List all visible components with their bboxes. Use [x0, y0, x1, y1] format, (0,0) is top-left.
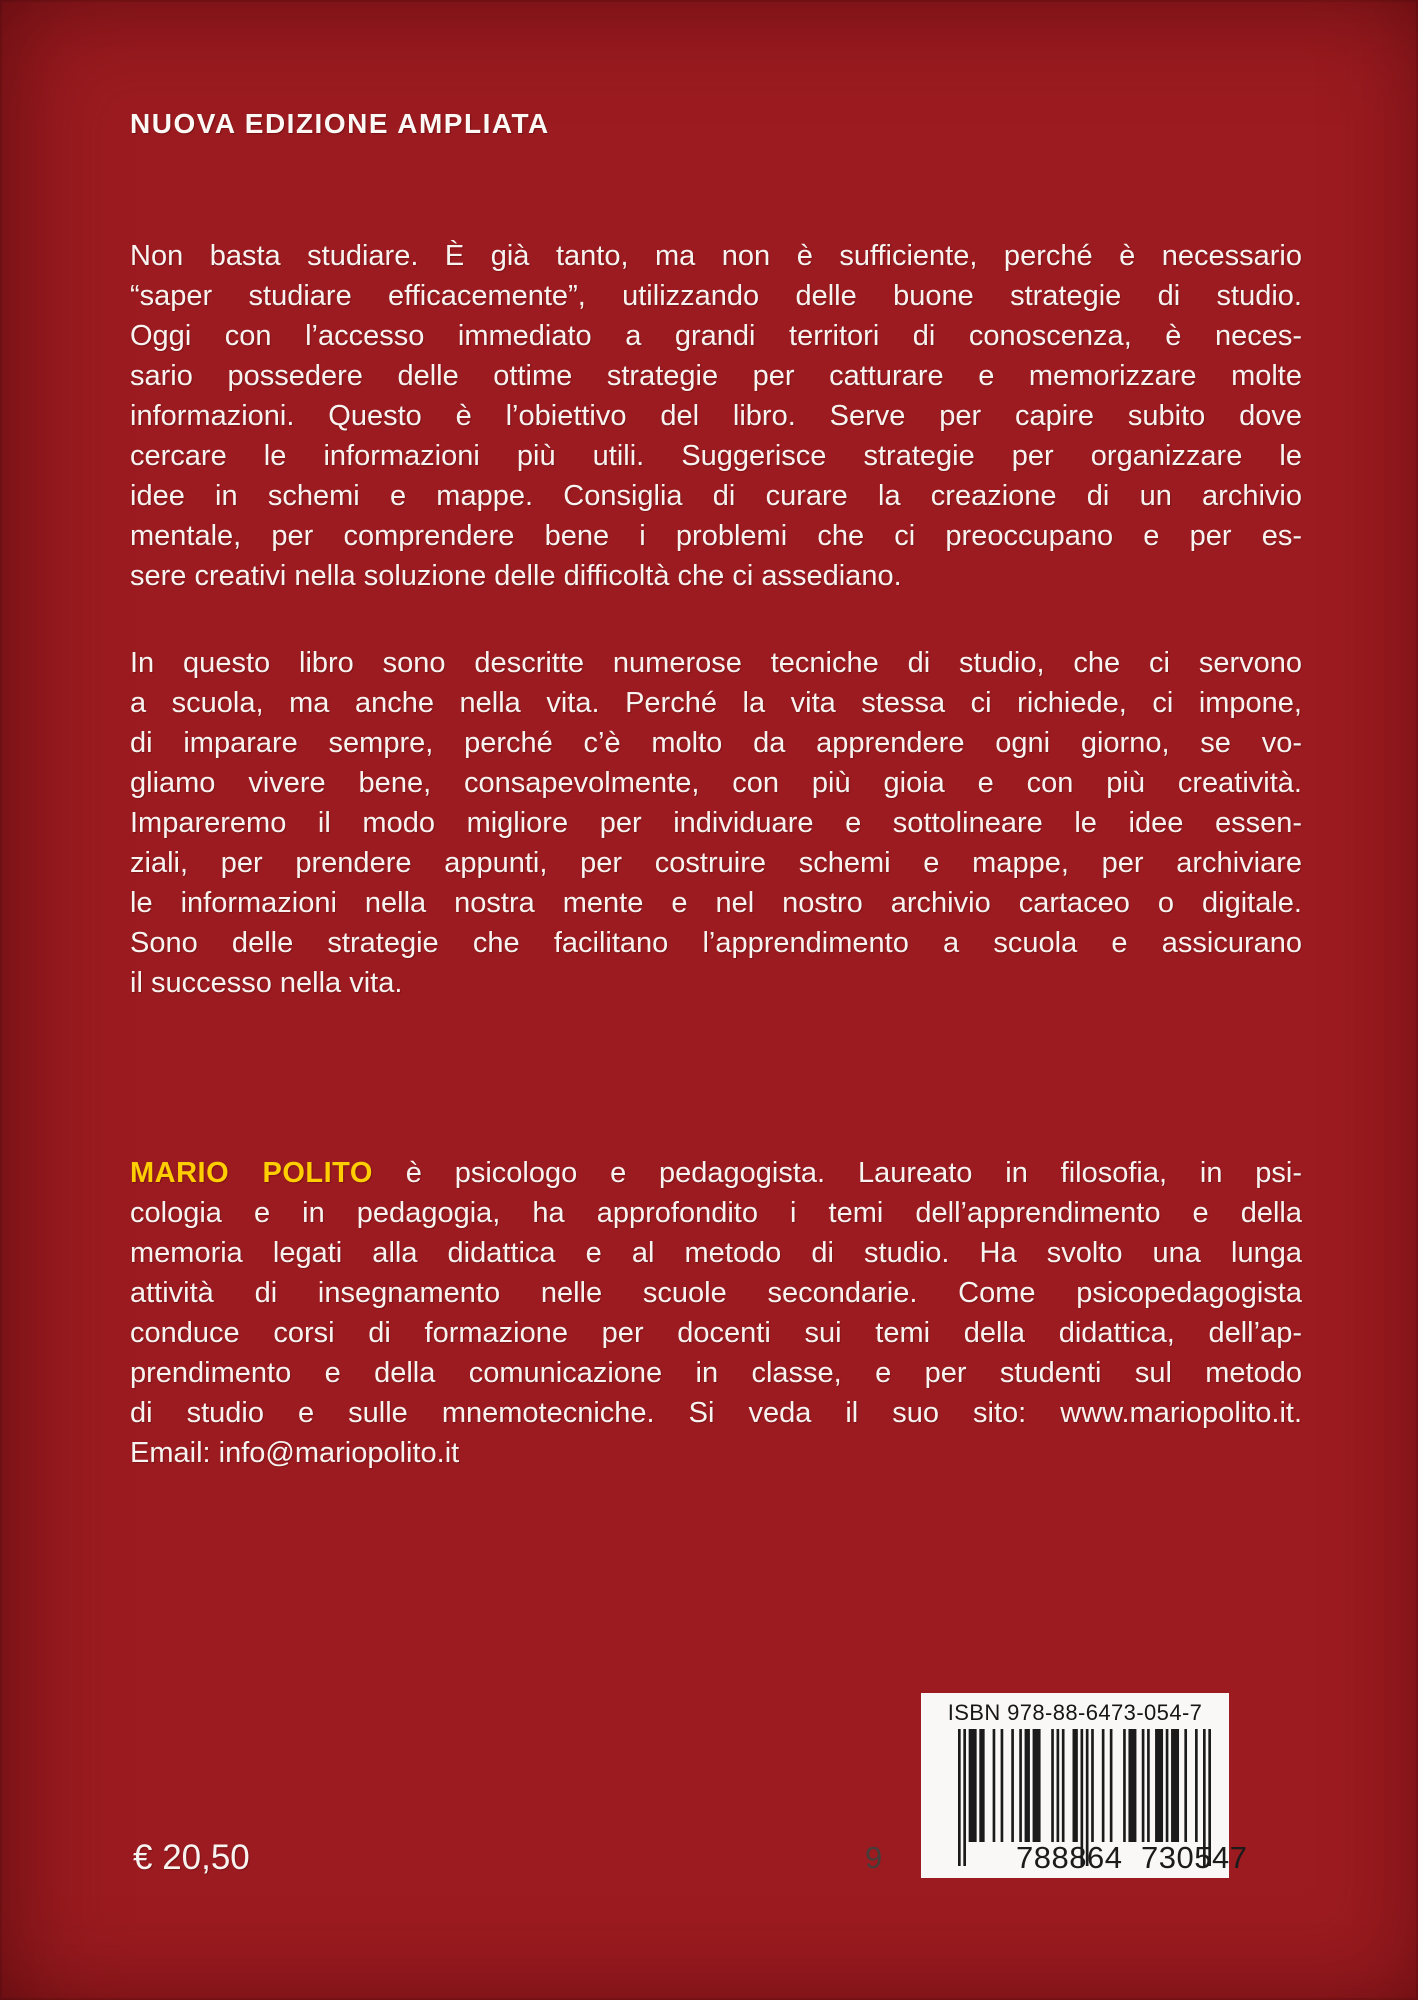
text-line: idee in schemi e mappe. Consiglia di curare la creazione di un archivio: [130, 480, 1302, 512]
text-line: conduce corsi di formazione per docenti sui temi della didattica, dell’ap-: [130, 1317, 1302, 1349]
edition-label: NUOVA EDIZIONE AMPLIATA: [130, 108, 550, 139]
text-line: “saper studiare efficacemente”, utilizzando delle buone strategie di studio.: [130, 280, 1302, 312]
text-line: sario possedere delle ottime strategie per catturare e memorizzare molte: [130, 360, 1302, 392]
text-line: sere creativi nella soluzione delle difficoltà che ci assediano.: [130, 560, 902, 592]
text-line: attività di insegnamento nelle scuole secondarie. Come psicopedagogista: [130, 1277, 1302, 1309]
isbn-label: ISBN 978-88-6473-054-7: [947, 1700, 1203, 1725]
author-bio-first-line: [130, 1153, 1302, 1193]
text-line: di studio e sulle mnemotecniche. Si veda il suo sito: www.mariopolito.it.: [130, 1397, 1302, 1429]
text-line: prendimento e della comunicazione in classe, e per studenti sul metodo: [130, 1357, 1302, 1389]
price-label: € 20,50: [133, 1838, 250, 1877]
text-line: gliamo vivere bene, consapevolmente, con più gioia e con più creatività.: [130, 767, 1302, 799]
text-line: memoria legati alla didattica e al metodo di studio. Ha svolto una lunga: [130, 1237, 1302, 1269]
barcode-digit-leading: 9: [865, 1840, 883, 1875]
text-line: In questo libro sono descritte numerose tecniche di studio, che ci servono: [130, 647, 1302, 679]
text-line: Email: info@mariopolito.it: [130, 1437, 460, 1469]
text-line: cercare le informazioni più utili. Suggerisce strategie per organizzare le: [130, 440, 1302, 472]
isbn-panel: [865, 1693, 1248, 1878]
barcode-digits-group1: 788864: [1016, 1840, 1123, 1875]
author-bio-lines: [130, 1193, 1302, 1473]
text-line: ziali, per prendere appunti, per costruire schemi e mappe, per archiviare: [130, 847, 1302, 879]
text-line: Non basta studiare. È già tanto, ma non è sufficiente, perché è necessario: [130, 240, 1302, 272]
text-line: Oggi con l’accesso immediato a grandi territori di conoscenza, è neces-: [130, 320, 1302, 352]
description-paragraph-1: [130, 236, 1302, 596]
author-bio: [130, 1153, 1302, 1473]
author-name: MARIO POLITO: [130, 1157, 373, 1189]
text-line: il successo nella vita.: [130, 967, 403, 999]
text-line: mentale, per comprendere bene i problemi che ci preoccupano e per es-: [130, 520, 1302, 552]
text-line: informazioni. Questo è l’obiettivo del libro. Serve per capire subito dove: [130, 400, 1302, 432]
text-line: di imparare sempre, perché c’è molto da apprendere ogni giorno, se vo-: [130, 727, 1302, 759]
text-line: Sono delle strategie che facilitano l’apprendimento a scuola e assicurano: [130, 927, 1302, 959]
text-line: Impareremo il modo migliore per individuare e sottolineare le idee essen-: [130, 807, 1302, 839]
text-line: a scuola, ma anche nella vita. Perché la vita stessa ci richiede, ci impone,: [130, 687, 1302, 719]
text-line: le informazioni nella nostra mente e nel nostro archivio cartaceo o digitale.: [130, 887, 1302, 919]
description-paragraph-2: [130, 643, 1302, 1003]
author-bio-first-line-text: è psicologo e pedagogista. Laureato in filosofia, in psi-: [372, 1157, 1303, 1189]
barcode-digits-group2: 730547: [1141, 1840, 1248, 1875]
text-line: cologia e in pedagogia, ha approfondito i temi dell’apprendimento e della: [130, 1197, 1302, 1229]
